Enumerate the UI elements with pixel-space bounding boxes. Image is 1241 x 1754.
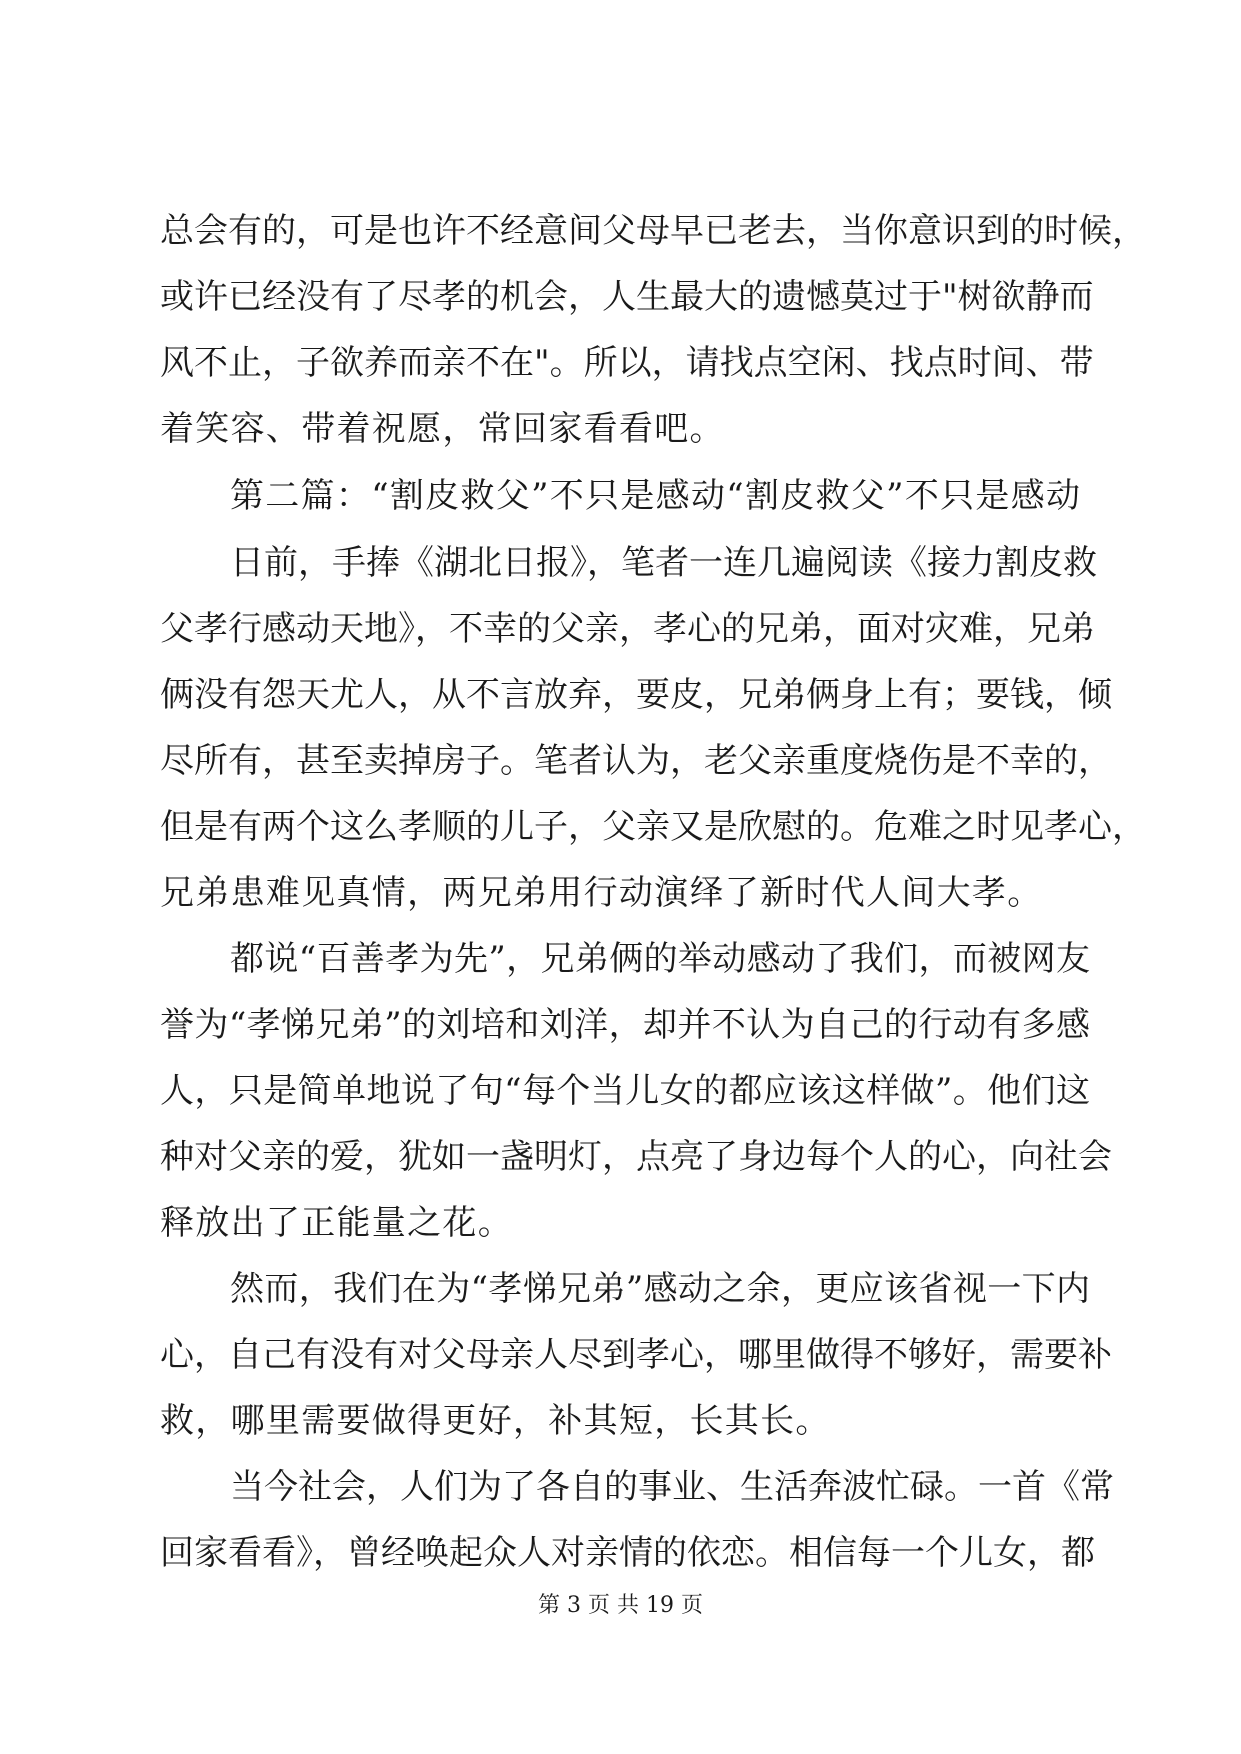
text-line: 然而，我们在为“孝悌兄弟”感动之余，更应该省视一下内 bbox=[230, 1269, 1090, 1309]
text-line: 风不止，子欲养而亲不在"。所以，请找点空闲、找点时间、带 bbox=[160, 343, 1094, 383]
page-footer: 第 3 页 共 19 页 bbox=[538, 1593, 703, 1618]
text-line: 尽所有，甚至卖掉房子。笔者认为，老父亲重度烧伤是不幸的， bbox=[160, 741, 1112, 781]
text-line: 兄弟患难见真情，两兄弟用行动演绎了新时代人间大孝。 bbox=[160, 873, 1043, 913]
text-line: 人，只是简单地说了句“每个当儿女的都应该这样做”。他们这 bbox=[160, 1071, 1090, 1111]
text-line: 着笑容、带着祝愿，常回家看看吧。 bbox=[160, 409, 725, 449]
text-line: 释放出了正能量之花。 bbox=[160, 1203, 513, 1243]
text-line: 但是有两个这么孝顺的儿子，父亲又是欣慰的。危难之时见孝心， bbox=[160, 807, 1146, 847]
text-line: 当今社会，人们为了各自的事业、生活奔波忙碌。一首《常 bbox=[230, 1467, 1114, 1507]
text-line: 总会有的，可是也许不经意间父母早已老去，当你意识到的时候， bbox=[160, 211, 1146, 251]
text-line: 父孝行感动天地》，不幸的父亲，孝心的兄弟，面对灾难，兄弟 bbox=[160, 609, 1095, 649]
text-line: 或许已经没有了尽孝的机会，人生最大的遗憾莫过于"树欲静而 bbox=[160, 277, 1094, 317]
text-line: 誉为“孝悌兄弟”的刘培和刘洋，却并不认为自己的行动有多感 bbox=[160, 1005, 1090, 1045]
text-line: 回家看看》，曾经唤起众人对亲情的依恋。相信每一个儿女，都 bbox=[160, 1533, 1095, 1573]
text-line: 都说“百善孝为先”，兄弟俩的举动感动了我们，而被网友 bbox=[230, 939, 1090, 979]
section-heading: 第二篇：“割皮救父”不只是感动“割皮救父”不只是感动 bbox=[230, 476, 1082, 516]
text-line: 俩没有怨天尤人，从不言放弃，要皮，兄弟俩身上有；要钱，倾 bbox=[160, 675, 1112, 715]
text-line: 种对父亲的爱，犹如一盏明灯，点亮了身边每个人的心，向社会 bbox=[160, 1137, 1112, 1177]
text-line: 心，自己有没有对父母亲人尽到孝心，哪里做得不够好，需要补 bbox=[160, 1335, 1112, 1375]
text-line: 救，哪里需要做得更好，补其短，长其长。 bbox=[160, 1401, 831, 1441]
text-line: 日前，手捧《湖北日报》，笔者一连几遍阅读《接力割皮救 bbox=[230, 543, 1097, 583]
